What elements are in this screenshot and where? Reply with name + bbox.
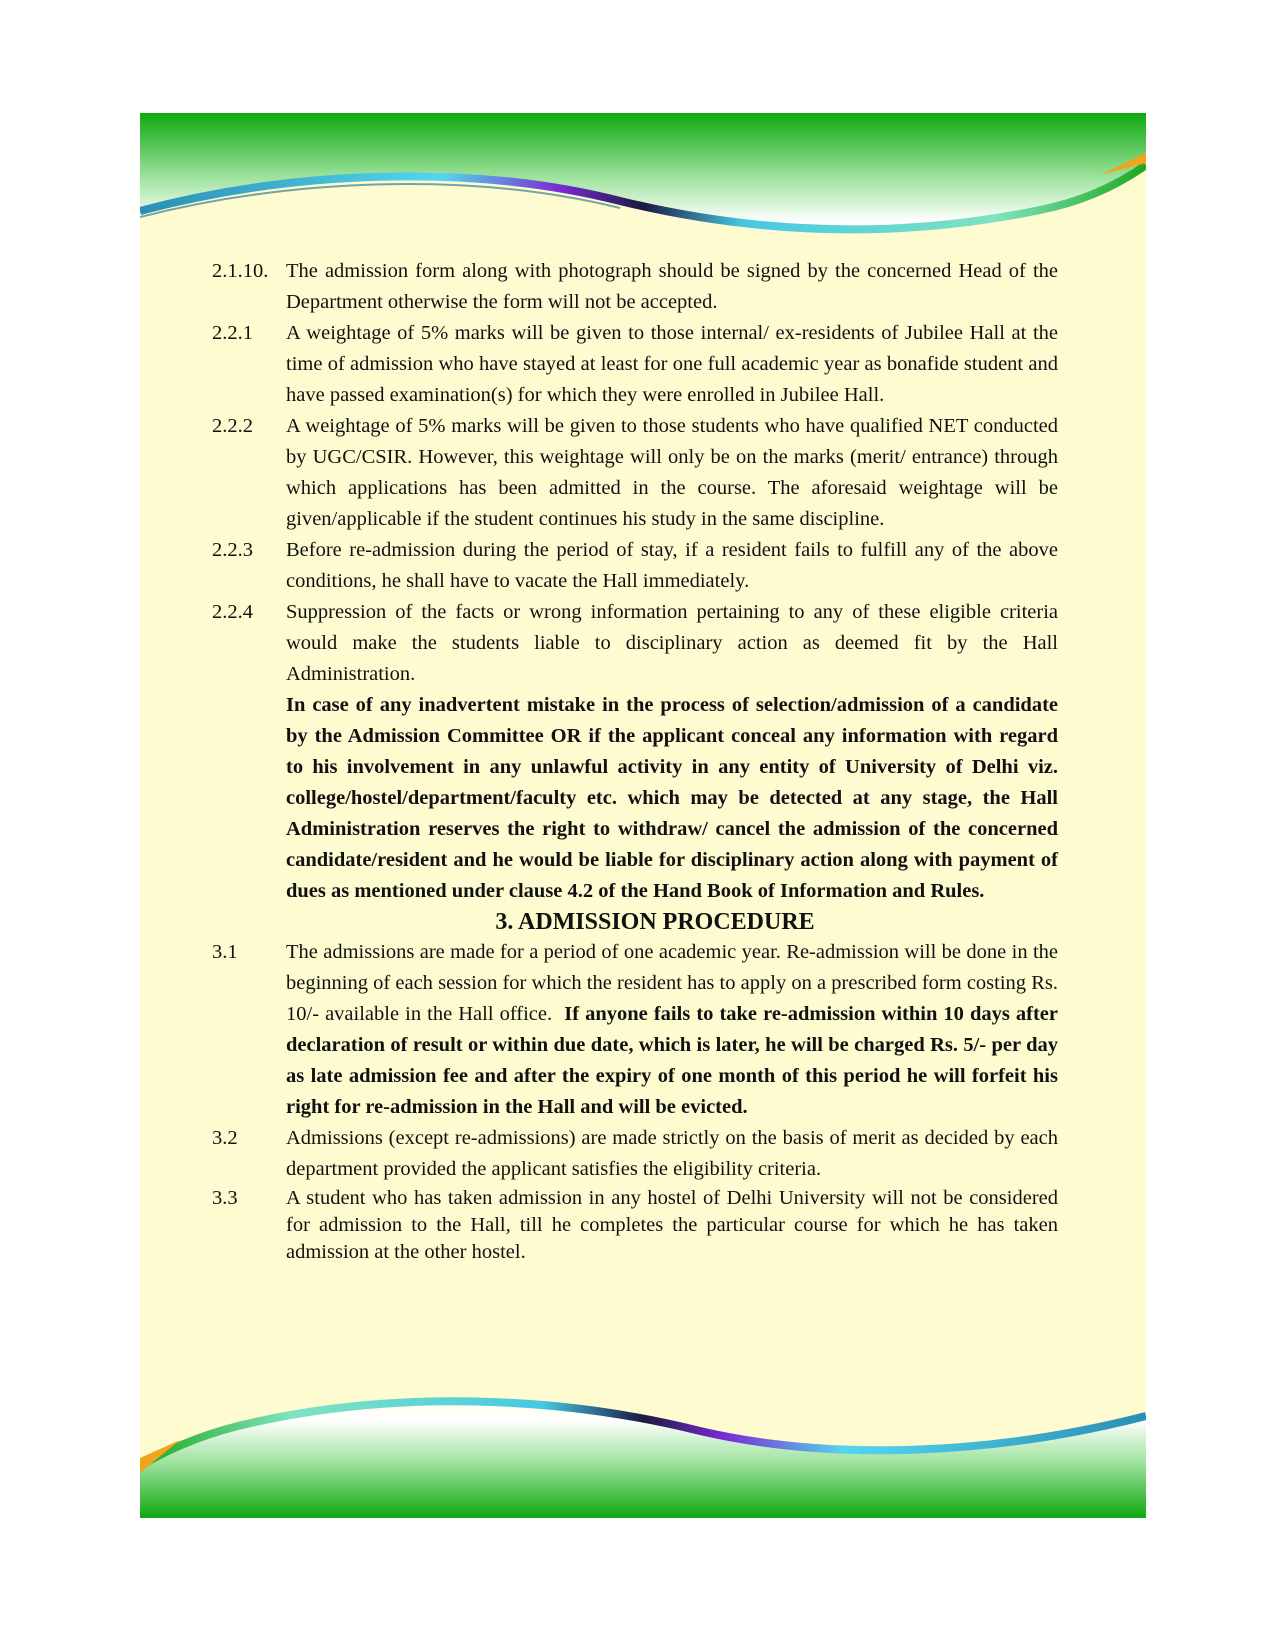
clause-3-1 (212, 937, 1058, 1123)
section-heading-admission-procedure: 3. ADMISSION PROCEDURE (495, 909, 815, 935)
late-admission-notice: If anyone fails to take re-admission within 10 days after declaration of result or within due date, which is later, he will be charged Rs. 5/- per day as late admission fee and after the expiry of one month of this period he will forfeit his right for re-admission in the Hall and will be evicted. (286, 1003, 1058, 1118)
document-content (212, 256, 1058, 1266)
clause-number: 3.1 (212, 941, 238, 963)
clause-number: 2.2.3 (212, 539, 253, 561)
clause-number: 3.2 (212, 1127, 238, 1149)
clause-number: 2.2.1 (212, 322, 253, 344)
page-frame (140, 113, 1146, 1518)
admission-withdrawal-notice: In case of any inadvertent mistake in the process of selection/admission of a candidate by the Admission Committee OR if the applicant conceal any information with regard to his involvement in any unlawful activity in any entity of University of Delhi viz. college/hostel/department/faculty etc. which may be detected at any stage, the Hall Administration reserves the right to withdraw/ cancel the admission of the concerned candidate/resident and he would be liable for disciplinary action along with payment of dues as mentioned under clause 4.2 of the Hand Book of Information and Rules. (286, 694, 1058, 902)
clause-text-regular: The admissions are made for a period of one academic year. Re-admission will be done in the beginning of each session for which the resident has to apply on a prescribed form costing Rs. 10/- available in the Hall office. (286, 941, 1058, 1025)
clause-2-2-2 (212, 411, 1058, 535)
clause-number: 3.3 (212, 1187, 238, 1209)
clause-text: Before re-admission during the period of stay, if a resident fails to fulfill any of the above conditions, he shall have to vacate the Hall immediately. (286, 539, 1058, 592)
clause-text (286, 937, 1058, 1123)
clause-number: 2.2.2 (212, 415, 253, 437)
bottom-decorative-band (140, 1378, 1146, 1518)
clause-text: A weightage of 5% marks will be given to those internal/ ex-residents of Jubilee Hall at the time of admission who have stayed at least for one full academic year as bonafide student and have passed examination(s) for which they were enrolled in Jubilee Hall. (286, 322, 1058, 406)
top-decorative-band (140, 113, 1146, 258)
clause-text: Suppression of the facts or wrong information pertaining to any of these eligible criteria would make the students liable to disciplinary action as deemed fit by the Hall Administration. (286, 601, 1058, 685)
clause-3-2 (212, 1123, 1058, 1185)
clause-2-2-1 (212, 318, 1058, 411)
clause-text: A student who has taken admission in any hostel of Delhi University will not be considered for admission to the Hall, till he completes the particular course for which he has taken admission at the other hostel. (286, 1187, 1058, 1263)
clause-text: A weightage of 5% marks will be given to those students who have qualified NET conducted by UGC/CSIR. However, this weightage will only be on the marks (merit/ entrance) through which applications has been admitted in the course. The aforesaid weightage will be given/applicable if the student continues his study in the same discipline. (286, 415, 1058, 530)
clause-2-1-10 (212, 256, 1058, 318)
clause-text: The admission form along with photograph should be signed by the concerned Head of the Department otherwise the form will not be accepted. (286, 260, 1058, 313)
clause-number: 2.2.4 (212, 601, 253, 623)
clause-3-3 (212, 1185, 1058, 1266)
clause-text: Admissions (except re-admissions) are made strictly on the basis of merit as decided by each department provided the applicant satisfies the eligibility criteria. (286, 1127, 1058, 1180)
clause-2-2-3 (212, 535, 1058, 597)
clause-number: 2.1.10. (212, 260, 269, 282)
clause-2-2-4 (212, 597, 1058, 690)
